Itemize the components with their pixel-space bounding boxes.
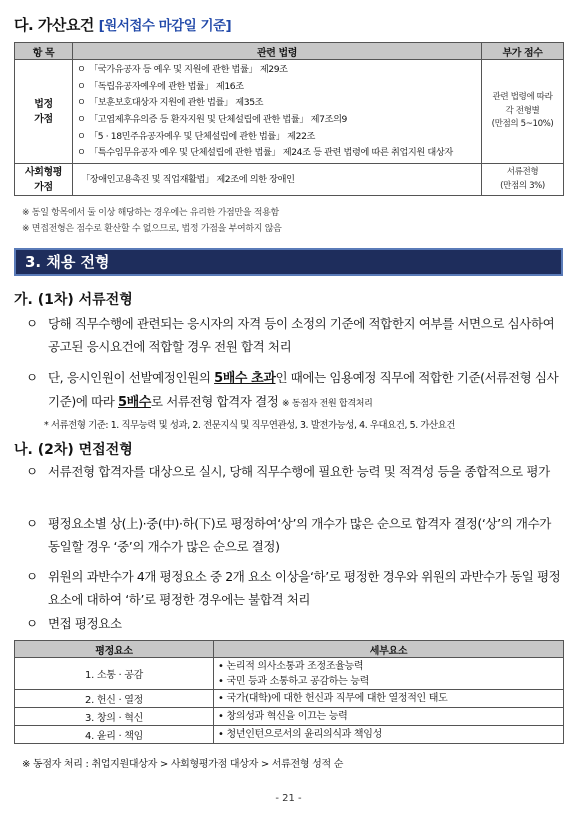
paragraph: ㅇ 서류전형 합격자를 대상으로 실시, 당해 직무수행에 필요한 능력 및 적격성 등을 종합적으로 평가 — [26, 464, 550, 479]
table-row — [15, 60, 564, 164]
paragraph: ㅇ 단, 응시인원이 선발예정인원의 5배수 초과인 때에는 임용예정 직무에 적합한 기준(서류전형 심사기준)에 따라 5배수로 서류전형 합격자 결정 ※ 동점자 전원 합격처리 — [26, 370, 559, 410]
law-item: ㅇ 「보훈보호대상자 지원에 관한 법률」 제35조 — [77, 97, 264, 109]
detail-cell: • 창의성과 혁신을 이끄는 능력 — [214, 708, 564, 726]
section-subtitle: [원서접수 마감일 기준] — [98, 18, 232, 34]
element-cell: 3. 창의 · 혁신 — [15, 708, 214, 726]
bonus-cell: 관련 법령에 따라 각 전형별 (만점의 5~10%) — [482, 60, 564, 164]
laws-cell — [73, 164, 482, 196]
section-title: 다. 가산요건 — [14, 16, 94, 34]
section-heading-bonus — [14, 14, 231, 35]
table-row — [15, 708, 564, 726]
table-row — [15, 690, 564, 708]
laws-cell — [73, 60, 482, 164]
page-number: - 21 - — [275, 793, 302, 804]
category-cell: 사회형평 가점 — [15, 164, 73, 196]
law-item: ㅇ 「5 · 18민주유공자예우 및 단체설립에 관한 법률」 제22조 — [77, 130, 315, 142]
paragraph: ㅇ 당해 직무수행에 관련되는 응시자의 자격 등이 소정의 기준에 적합한지 여부를 서면으로 심사하여 공고된 응시요건에 적합할 경우 전원 합격 처리 — [26, 316, 555, 354]
element-cell: 2. 헌신 · 열정 — [15, 690, 214, 708]
table-header-row — [15, 641, 564, 658]
bonus-cell: 서류전형 (만점의 3%) — [482, 164, 564, 196]
detail-cell: • 국가(대학)에 대한 헌신과 직무에 대한 열정적인 태도 — [214, 690, 564, 708]
emphasis-5x-over: 5배수 초과 — [214, 371, 276, 386]
column-header: 평정요소 — [15, 641, 214, 658]
paragraph: ㅇ 위원의 과반수가 4개 평정요소 중 2개 요소 이상을‘하’로 평정한 경우와 위원의 과반수가 동일 평정요소에 대하여 ‘하’로 평정한 경우에는 불합격 처리 — [26, 569, 561, 607]
law-item: ㅇ 「특수임무유공자 예우 및 단체설립에 관한 법률」 제24조 등 관련 법령에 따른 취업지원 대상자 — [77, 147, 453, 159]
element-cell: 1. 소통 · 공감 — [15, 658, 214, 690]
subsection-title-interview: 나. (2차) 면접전형 — [14, 442, 133, 458]
table-row — [15, 726, 564, 744]
law-item: ㅇ 「국가유공자 등 예우 및 지원에 관한 법률」 제29조 — [77, 64, 288, 75]
column-header: 관련 법령 — [73, 43, 482, 60]
emphasis-5x: 5배수 — [118, 395, 151, 410]
law-item: 「장애인고용촉진 및 직업재활법」 제2조에 의한 장애인 — [81, 173, 295, 185]
table-header-row — [15, 43, 564, 60]
paragraph: ㅇ 평정요소별 상(上)·중(中)·하(下)로 평정하여‘상’의 개수가 많은 순으로 합격자 결정(‘상’의 개수가 동일할 경우 ‘중’의 개수가 많은 순으로 결정) — [26, 516, 551, 554]
category-cell: 법정 가점 — [15, 60, 73, 164]
column-header: 항 목 — [15, 43, 73, 60]
element-cell: 4. 윤리 · 책임 — [15, 726, 214, 744]
subsection-title-document-screening: 가. (1차) 서류전형 — [14, 292, 133, 308]
interview-evaluation-table — [14, 640, 564, 744]
note: ※ 면접전형은 점수로 환산할 수 없으므로, 법정 가점을 부여하지 않음 — [22, 224, 282, 234]
column-header: 부가 점수 — [482, 43, 564, 60]
bonus-points-table — [14, 42, 564, 196]
column-header: 세부요소 — [214, 641, 564, 658]
detail-cell: • 논리적 의사소통과 조정조율능력 • 국민 등과 소통하고 공감하는 능력 — [214, 658, 564, 690]
law-item: ㅇ 「고엽제후유의증 등 환자지원 및 단체설립에 관한 법률」 제7조의9 — [77, 114, 347, 126]
paragraph: ㅇ 면접 평정요소 — [26, 616, 122, 631]
section-banner: 3. 채용 전형 — [14, 248, 563, 276]
table-row — [15, 164, 564, 196]
detail-cell: • 청년인턴으로서의 윤리의식과 책임성 — [214, 726, 564, 744]
screening-criteria: * 서류전형 기준: 1. 직무능력 및 성과, 2. 전문지식 및 직무연관성, 3. 발전가능성, 4. 우대요건, 5. 가산요건 — [44, 420, 455, 431]
tie-note: ※ 동점자 전원 합격처리 — [282, 399, 373, 409]
tie-break-footnote: ※ 동점자 처리 : 취업지원대상자 > 사회형평가점 대상자 > 서류전형 성적 순 — [22, 759, 344, 770]
table-row — [15, 658, 564, 690]
law-item: ㅇ 「독립유공자예우에 관한 법률」 제16조 — [77, 80, 244, 92]
note: ※ 동일 항목에서 둘 이상 해당하는 경우에는 유리한 가점만을 적용함 — [22, 208, 279, 218]
